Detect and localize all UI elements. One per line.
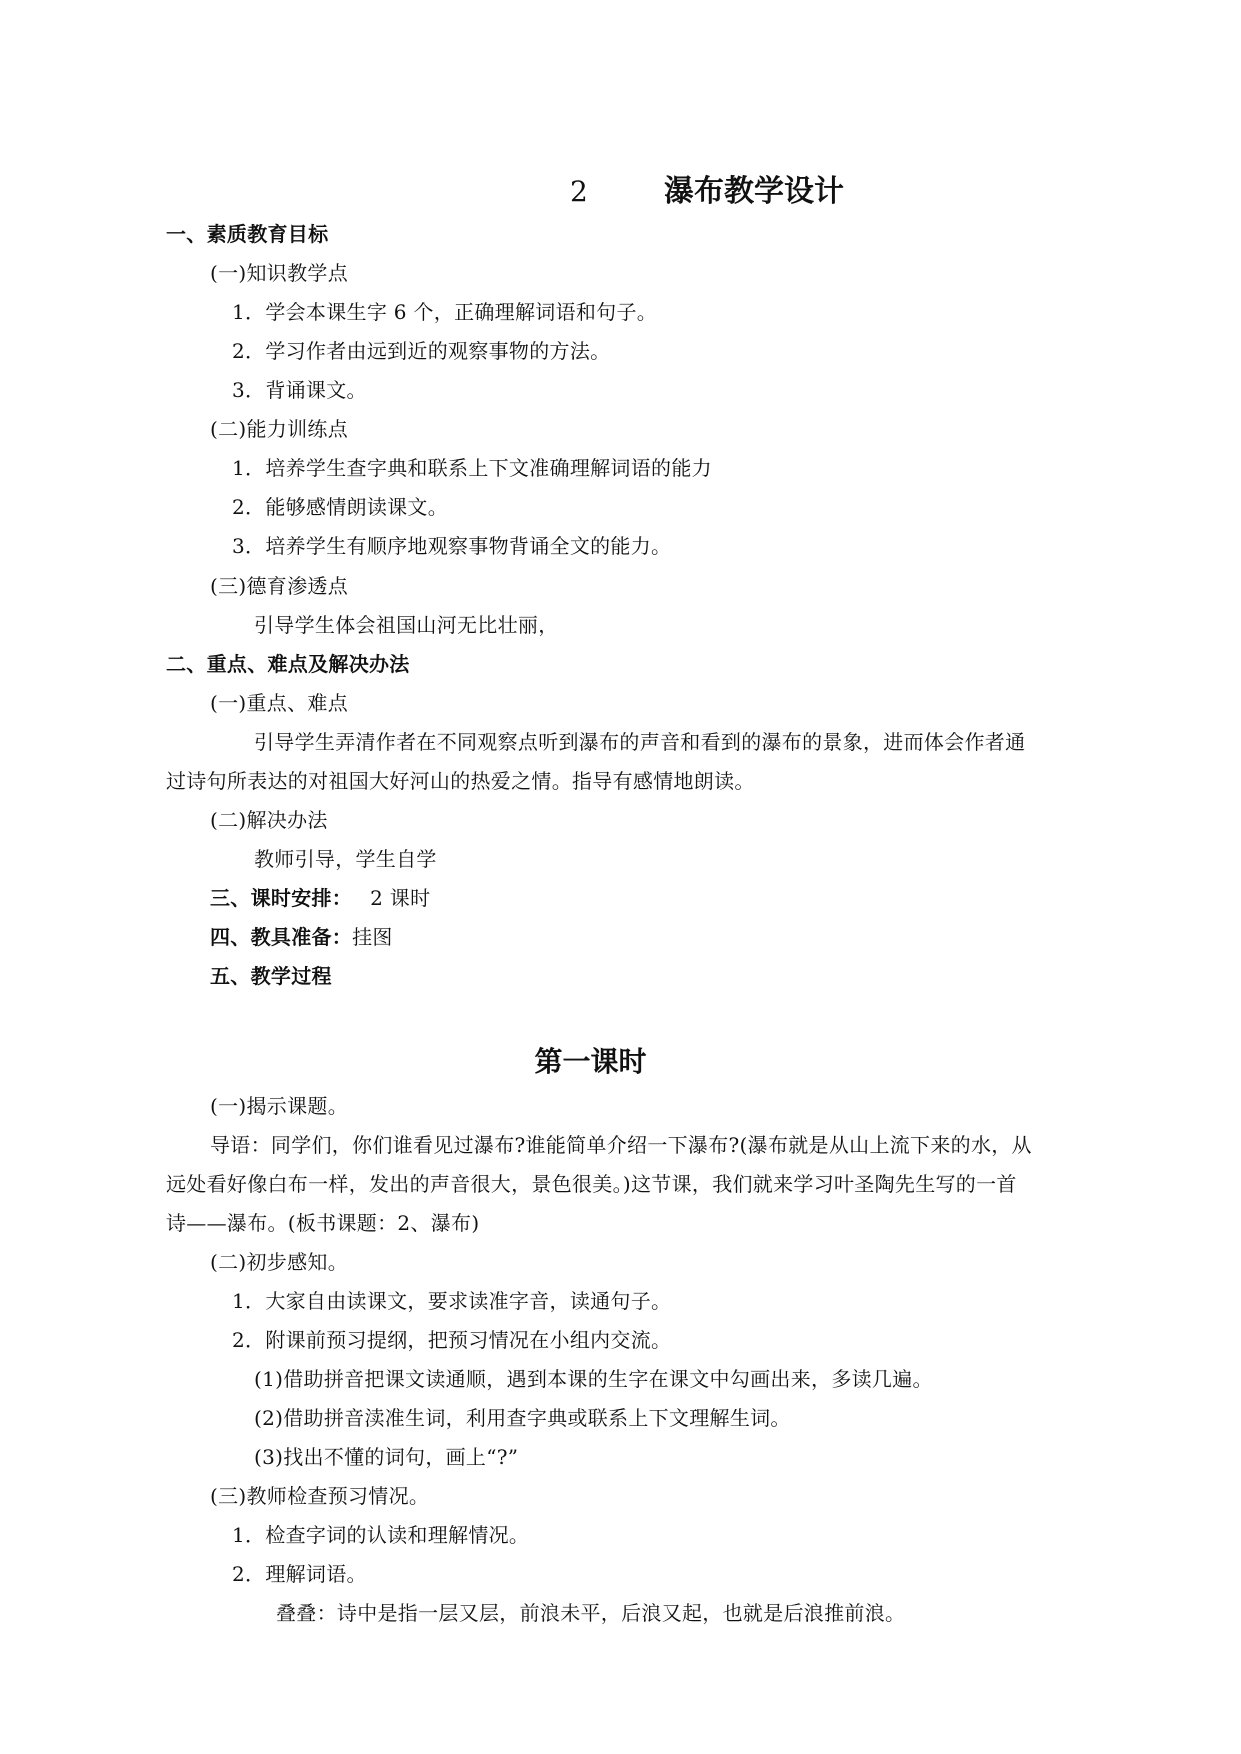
paragraph: 引导学生体会祖国山河无比壮丽， <box>254 613 559 637</box>
list-item: 3．培养学生有顺序地观察事物背诵全文的能力。 <box>232 534 672 558</box>
class-hours-row <box>210 884 430 912</box>
paragraph: 导语：同学们，你们谁看见过瀑布?谁能简单介绍一下瀑布?(瀑布就是从山上流下来的水，从 <box>210 1133 1032 1157</box>
teaching-aids-row <box>210 923 393 951</box>
list-item: 2．学习作者由远到近的观察事物的方法。 <box>232 339 611 363</box>
heading-key-points: 二、重点、难点及解决办法 <box>166 652 410 676</box>
list-subitem: (3)找出不懂的词句，画上“?” <box>254 1445 519 1469</box>
page-title: 瀑布教学设计 <box>664 174 844 209</box>
subheading-knowledge: (一)知识教学点 <box>210 261 349 285</box>
list-item: 2．附课前预习提纲，把预习情况在小组内交流。 <box>232 1328 672 1352</box>
paragraph-continued: 远处看好像白布一样，发出的声音很大，景色很美。)这节课，我们就来学习叶圣陶先生写的一首 <box>166 1172 1017 1196</box>
list-item: 2．能够感情朗读课文。 <box>232 495 449 519</box>
subheading-ability: (二)能力训练点 <box>210 417 349 441</box>
heading-teaching-process: 五、教学过程 <box>210 964 332 988</box>
list-item: 1．大家自由读课文，要求读准字音，读通句子。 <box>232 1289 672 1313</box>
section-heading: 第一课时 <box>534 1045 647 1078</box>
subheading-key-difficult: (一)重点、难点 <box>210 691 349 715</box>
list-subitem: (1)借助拼音把课文读通顺，遇到本课的生字在课文中勾画出来，多读几遍。 <box>254 1367 933 1391</box>
heading-quality-goals: 一、素质教育目标 <box>166 222 329 246</box>
paragraph-continued: 过诗句所表达的对祖国大好河山的热爱之情。指导有感情地朗读。 <box>166 769 755 793</box>
class-hours-value: 2 课时 <box>370 886 431 910</box>
paragraph-continued: 诗——瀑布。(板书课题：2、瀑布) <box>166 1211 480 1235</box>
subheading-check-preview: (三)教师检查预习情况。 <box>210 1484 430 1508</box>
definition: 叠叠：诗中是指一层又层，前浪未平，后浪又起，也就是后浪推前浪。 <box>276 1601 906 1625</box>
teaching-aids-value: 挂图 <box>352 925 393 949</box>
paragraph: 引导学生弄清作者在不同观察点听到瀑布的声音和看到的瀑布的景象，进而体会作者通 <box>254 730 1026 754</box>
list-subitem: (2)借助拼音渎准生词，利用查字典或联系上下文理解生词。 <box>254 1406 791 1430</box>
title-number: 2 <box>570 175 588 208</box>
list-item: 1．培养学生查字典和联系上下文准确理解词语的能力 <box>232 456 712 480</box>
teaching-aids-label: 四、教具准备： <box>210 925 353 949</box>
subheading-moral: (三)德育渗透点 <box>210 574 349 598</box>
paragraph: 教师引导，学生自学 <box>254 847 437 871</box>
subheading-reveal-title: (一)揭示课题。 <box>210 1094 349 1118</box>
subheading-initial-perception: (二)初步感知。 <box>210 1250 349 1274</box>
class-hours-label: 三、课时安排： <box>210 886 353 910</box>
list-item: 2．理解词语。 <box>232 1562 367 1586</box>
list-item: 3．背诵课文。 <box>232 378 367 402</box>
subheading-solution: (二)解决办法 <box>210 808 328 832</box>
list-item: 1．学会本课生字 6 个，正确理解词语和句子。 <box>232 300 658 324</box>
list-item: 1．检查字词的认读和理解情况。 <box>232 1523 530 1547</box>
